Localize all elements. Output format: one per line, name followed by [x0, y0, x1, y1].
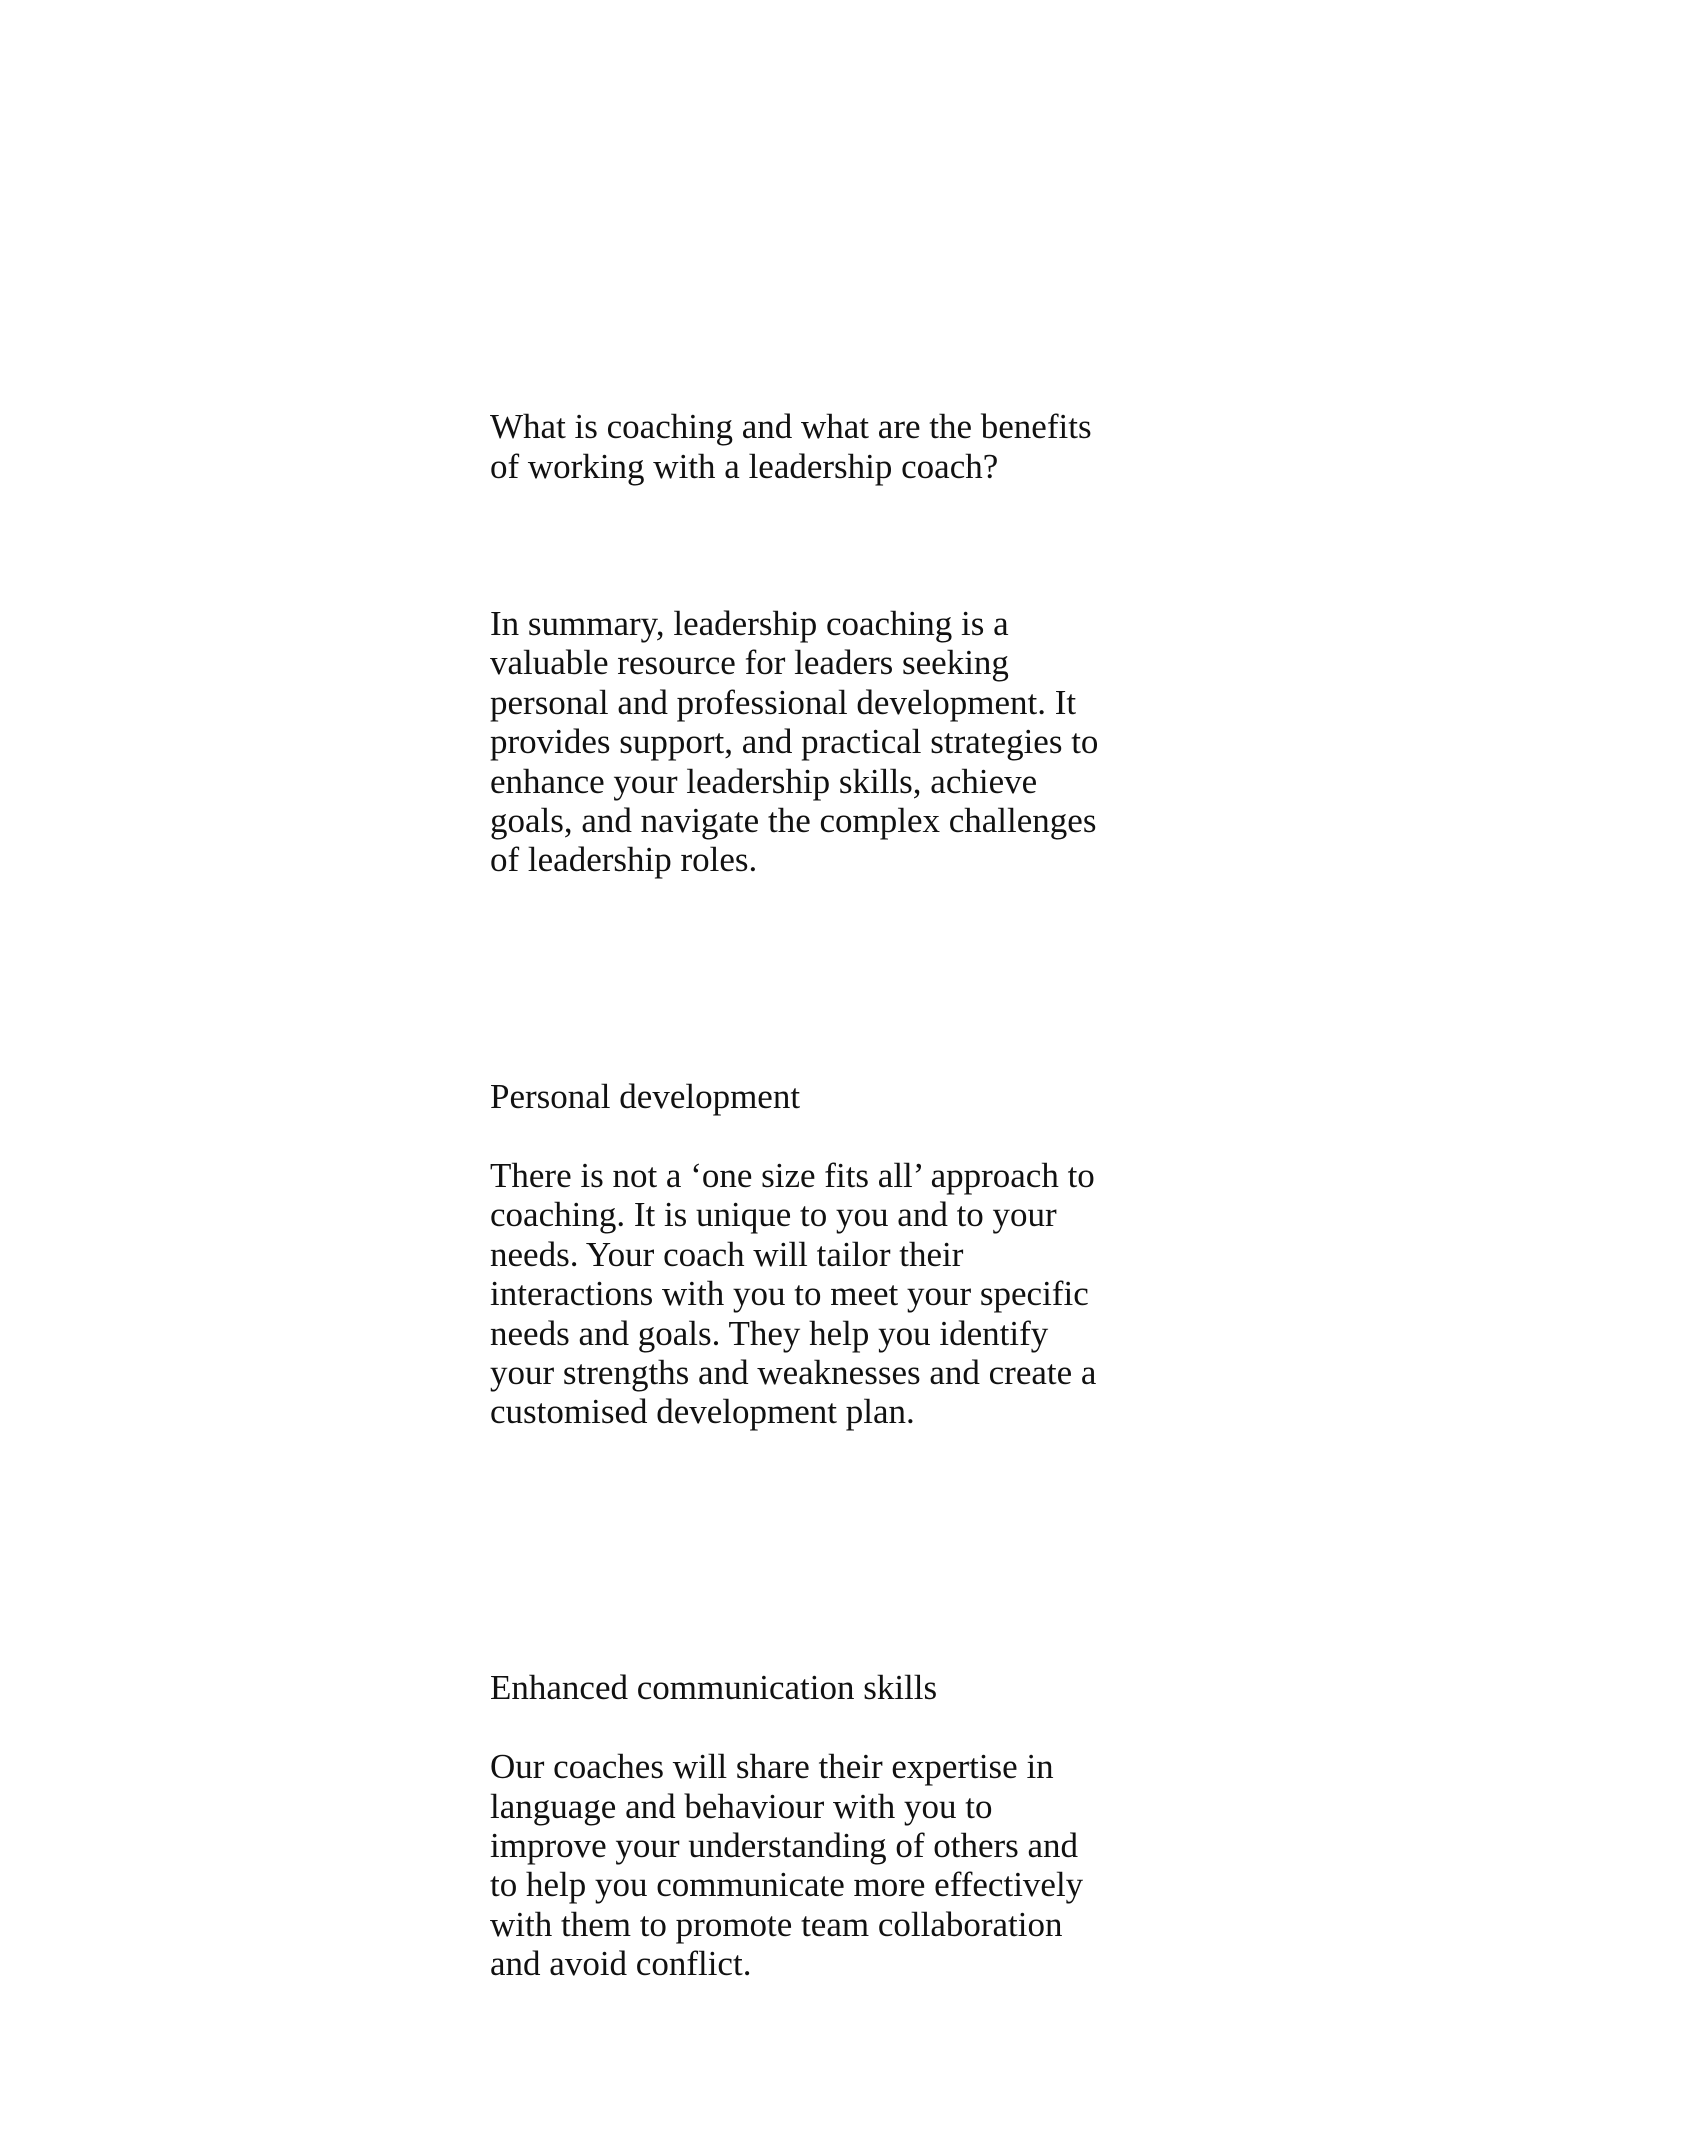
section-body: Our coaches will share their expertise in language and behaviour with you to improve your understanding of others and to help you communicate more effectively with them to promote team collaboration and avoid conflict.	[490, 1747, 1084, 1984]
summary-paragraph: In summary, leadership coaching is a valuable resource for leaders seeking personal and professional development. It provides support, and practical strategies to enhance your leadership skills, achieve goals, and navigate the complex challenges of leadership roles.	[490, 604, 1099, 880]
section-body: There is not a ‘one size fits all’ approach to coaching. It is unique to you and to your needs. Your coach will tailor their interactions with you to meet your specific needs and goals. They help you identify your strengths and weaknesses and create a customised development plan.	[490, 1155, 1097, 1432]
section-enhanced-communication-skills	[490, 1629, 1230, 2023]
document-content	[490, 368, 1230, 2141]
section-title: Personal development	[490, 1077, 801, 1117]
section-title: Enhanced communication skills	[490, 1668, 938, 1708]
intro-question: What is coaching and what are the benefits of working with a leadership coach?	[490, 407, 1092, 486]
section-personal-development	[490, 1038, 1230, 1471]
